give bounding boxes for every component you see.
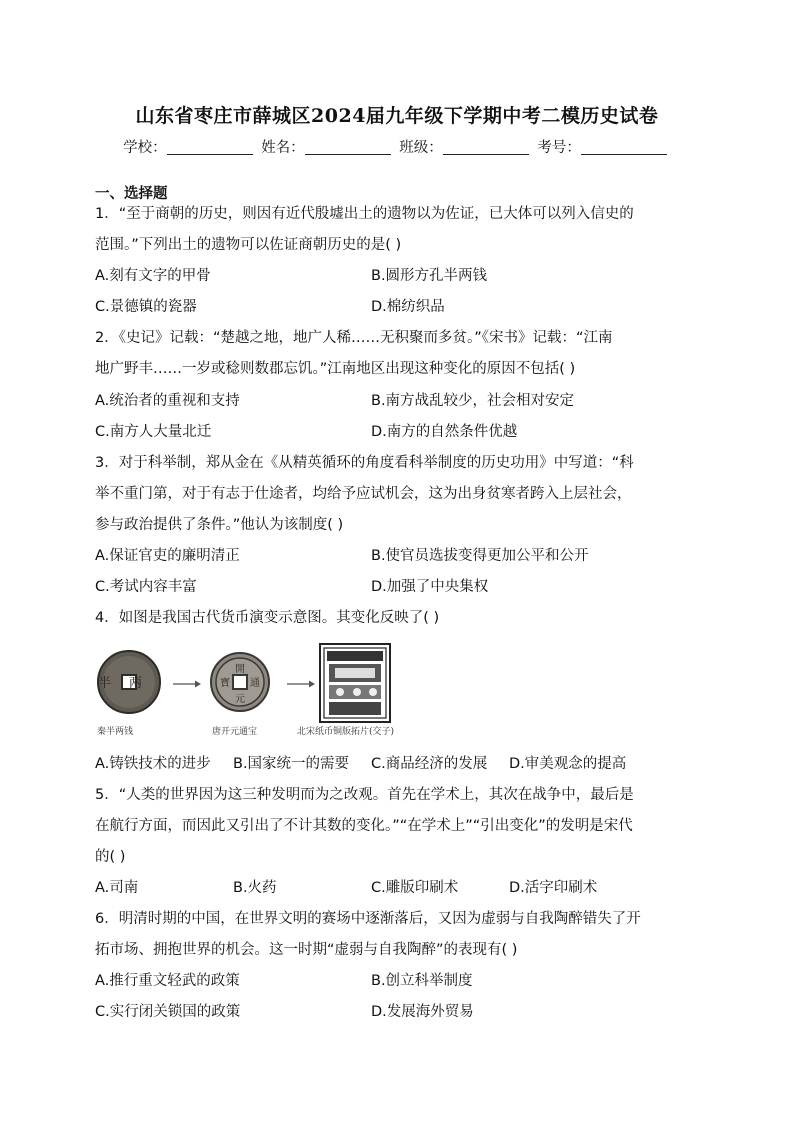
question-2-option-b[interactable]: B.南方战乱较少，社会相对安定 — [371, 393, 575, 409]
question-3-line-3: 参与政治提供了条件。”他认为该制度( ) — [95, 517, 344, 533]
question-5-line-2: 在航行方面，而因此又引出了不计其数的变化。”“在学术上”“引出变化”的发明是宋代 — [95, 818, 633, 834]
question-5-option-c[interactable]: C.雕版印刷术 — [371, 880, 459, 896]
svg-text:元: 元 — [235, 694, 245, 705]
question-5-option-b[interactable]: B.火药 — [233, 880, 277, 896]
question-5-option-d[interactable]: D.活字印刷术 — [509, 880, 598, 896]
question-4-option-d[interactable]: D.审美观念的提高 — [509, 756, 627, 772]
name-label: 姓名： — [261, 140, 305, 156]
arrow-2-icon — [287, 681, 315, 688]
caption-song: 北宋纸币铜版拓片(交子) — [297, 727, 395, 737]
question-3-option-d[interactable]: D.加强了中央集权 — [371, 579, 489, 595]
question-2-option-c[interactable]: C.南方人大量北迁 — [95, 424, 212, 440]
currency-evolution-figure — [95, 642, 425, 742]
question-6-line-1: 6．明清时期的中国，在世界文明的赛场中逐渐落后，又因为虚弱与自我陶醉错失了开 — [95, 911, 641, 927]
tang-kaiyuan-coin — [211, 653, 269, 711]
question-1-line-1: 1．“至于商朝的历史，则因有近代殷墟出土的遗物以为佐证，已大体可以列入信史的 — [95, 206, 634, 222]
question-5-line-1: 5．“人类的世界因为这三种发明而为之改观。首先在学术上，其次在战争中，最后是 — [95, 787, 634, 803]
question-1-option-b[interactable]: B.圆形方孔半两钱 — [371, 268, 488, 284]
question-4-option-b[interactable]: B.国家统一的需要 — [233, 756, 350, 772]
question-2-option-d[interactable]: D.南方的自然条件优越 — [371, 424, 518, 440]
question-6-option-a[interactable]: A.推行重文轻武的政策 — [95, 973, 240, 989]
svg-text:寳: 寳 — [220, 678, 230, 689]
question-2-option-a[interactable]: A.统治者的重视和支持 — [95, 393, 240, 409]
qin-coin-inscription: 半两 — [97, 676, 161, 691]
question-4-option-c[interactable]: C.商品经济的发展 — [371, 756, 488, 772]
caption-tang: 唐开元通宝 — [212, 727, 258, 737]
school-blank[interactable] — [167, 140, 253, 155]
currency-evolution-svg — [95, 642, 425, 742]
question-1-line-2: 范围。”下列出土的遗物可以佐证商朝历史的是( ) — [95, 237, 402, 253]
question-5-line-3: 的( ) — [95, 849, 126, 865]
question-3-line-1: 3．对于科举制，郑从金在《从精英循环的角度看科举制度的历史功用》中写道：“科 — [95, 455, 634, 471]
question-1-option-c[interactable]: C.景德镇的瓷器 — [95, 299, 197, 315]
question-1-option-a[interactable]: A.刻有文字的甲骨 — [95, 268, 211, 284]
tang-coin-inscription: 開 — [235, 664, 245, 675]
exam-title: 山东省枣庄市薛城区2024届九年级下学期中考二模历史试卷 — [135, 105, 659, 127]
question-3-line-2: 举不重门第，对于有志于仕途者，均给予应试机会，这为出身贫寒者跨入上层社会， — [95, 486, 632, 502]
question-2-line-1: 2．《史记》记载：“楚越之地，地广人稀……无积聚而多贫。”《宋书》记载：“江南 — [95, 330, 613, 346]
arrow-1-icon — [173, 681, 201, 688]
section-heading: 一、选择题 — [95, 186, 168, 202]
number-blank[interactable] — [581, 140, 667, 155]
question-4-option-a[interactable]: A.铸铁技术的进步 — [95, 756, 211, 772]
number-label: 考号： — [537, 140, 581, 156]
question-6-option-c[interactable]: C.实行闭关锁国的政策 — [95, 1004, 241, 1020]
song-jiaozi-print — [320, 644, 390, 722]
question-6-line-2: 拓市场、拥抱世界的机会。这一时期“虚弱与自我陶醉”的表现有( ) — [95, 942, 518, 958]
qin-banliang-coin — [98, 651, 160, 713]
question-2-line-2: 地广野丰……一岁或稔则数郡忘饥。”江南地区出现这种变化的原因不包括( ) — [95, 361, 576, 377]
question-3-option-a[interactable]: A.保证官吏的廉明清正 — [95, 548, 240, 564]
caption-qin: 秦半两钱 — [97, 727, 134, 737]
question-6-option-b[interactable]: B.创立科举制度 — [371, 973, 473, 989]
name-blank[interactable] — [305, 140, 391, 155]
question-4-line-1: 4．如图是我国古代货币演变示意图。其变化反映了( ) — [95, 610, 440, 626]
class-blank[interactable] — [443, 140, 529, 155]
class-label: 班级： — [399, 140, 443, 156]
question-3-option-b[interactable]: B.使官员选拔变得更加公平和公开 — [371, 548, 589, 564]
svg-text:通: 通 — [250, 678, 260, 689]
student-info-row — [0, 136, 794, 157]
school-label: 学校： — [123, 140, 167, 156]
question-5-option-a[interactable]: A.司南 — [95, 880, 139, 896]
question-6-option-d[interactable]: D.发展海外贸易 — [371, 1004, 474, 1020]
question-1-option-d[interactable]: D.棉纺织品 — [371, 299, 445, 315]
question-3-option-c[interactable]: C.考试内容丰富 — [95, 579, 197, 595]
